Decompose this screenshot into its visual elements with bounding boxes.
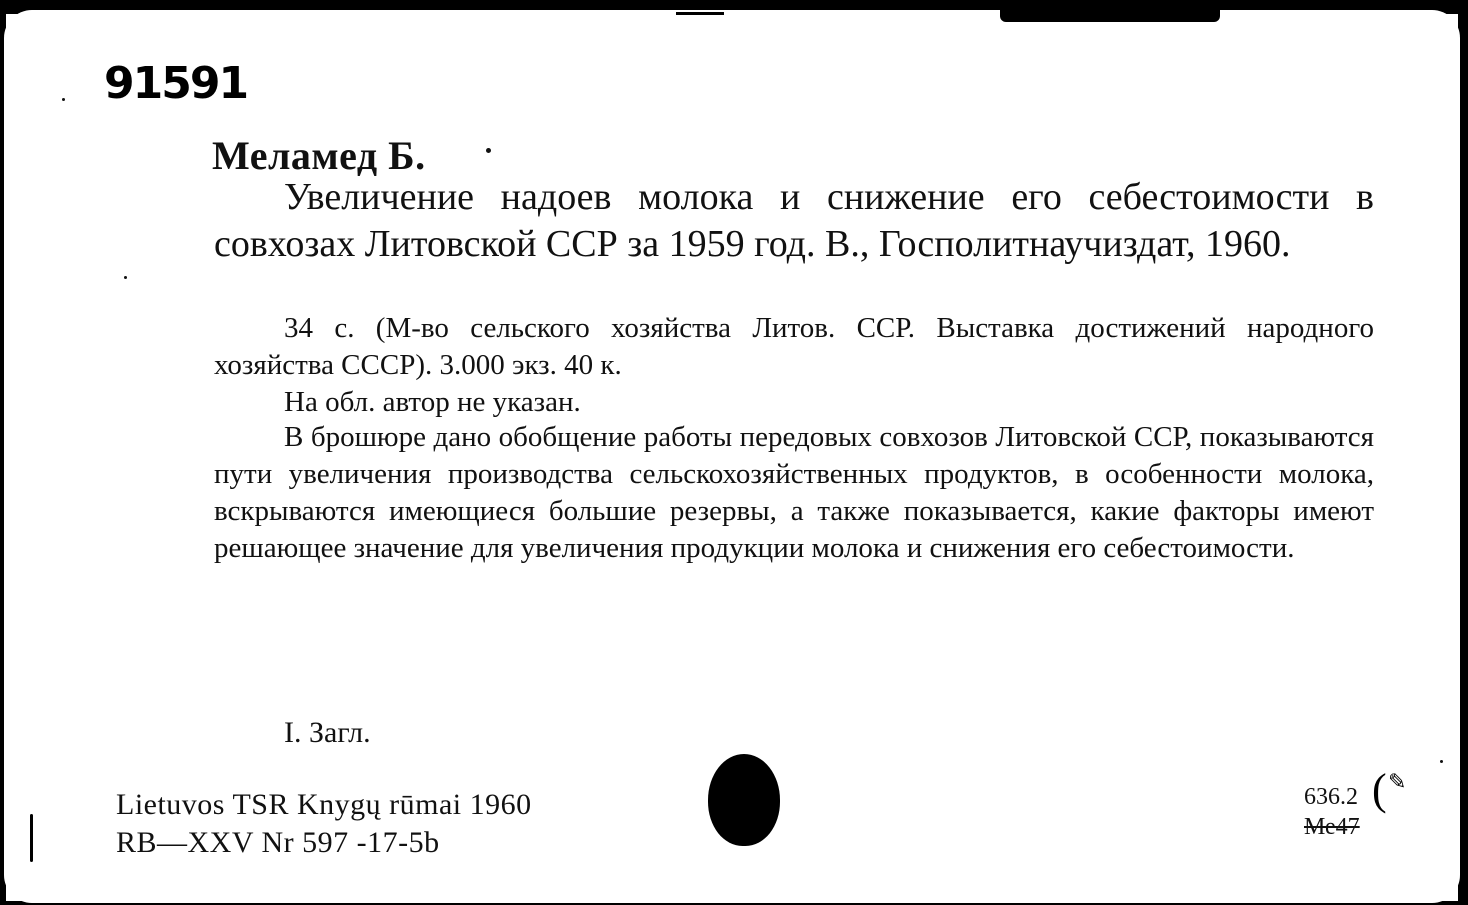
- top-scan-bar: [1000, 0, 1220, 22]
- handwritten-number: 91591: [104, 58, 248, 109]
- classification: [1304, 782, 1360, 842]
- cover-note: На обл. автор не указан.: [284, 386, 581, 418]
- bracket-mark-icon: (: [1372, 765, 1387, 814]
- author-name: Меламед Б.: [212, 133, 426, 178]
- left-margin-mark: [30, 814, 33, 862]
- book-title: Увеличение надоев молока и снижение его себестоимости в совхозах Литовской ССР за 1959 год. В., Госполитнаучиздат, 1960.: [214, 176, 1374, 265]
- annotation-text: В брошюре дано обобщение работы передовых совхозов Литовской ССР, показываются пути увеличения производства сельскохозяйственных продуктов, в особенности молока, вскрываются имеющиеся большие резервы, а также показывается, какие факторы имеют решающее значение для увеличения продукции молока и снижения его себестоимости.: [214, 421, 1374, 564]
- book-chamber-imprint: [116, 786, 532, 862]
- top-scan-dash: [676, 12, 724, 15]
- stray-dot: [486, 148, 491, 153]
- index-entry: I. Загл.: [284, 716, 371, 749]
- handwritten-mark-icon: ✎: [1388, 770, 1407, 795]
- chamber-line-2: RB—XXV Nr 597 -17-5b: [116, 826, 440, 859]
- chamber-line-1: Lietuvos TSR Knygų rūmai 1960: [116, 788, 532, 821]
- dust-speck: [62, 98, 65, 101]
- collation-text: 34 с. (М-во сельского хозяйства Литов. ССР. Выставка достижений народного хозяйства СССР). 3.000 экз. 40 к.: [214, 312, 1374, 381]
- classification-mark: Ме47: [1304, 814, 1360, 840]
- classification-code: 636.2: [1304, 784, 1358, 810]
- dust-speck: [1440, 760, 1443, 763]
- dust-speck: [124, 276, 127, 279]
- punch-hole: [708, 754, 780, 846]
